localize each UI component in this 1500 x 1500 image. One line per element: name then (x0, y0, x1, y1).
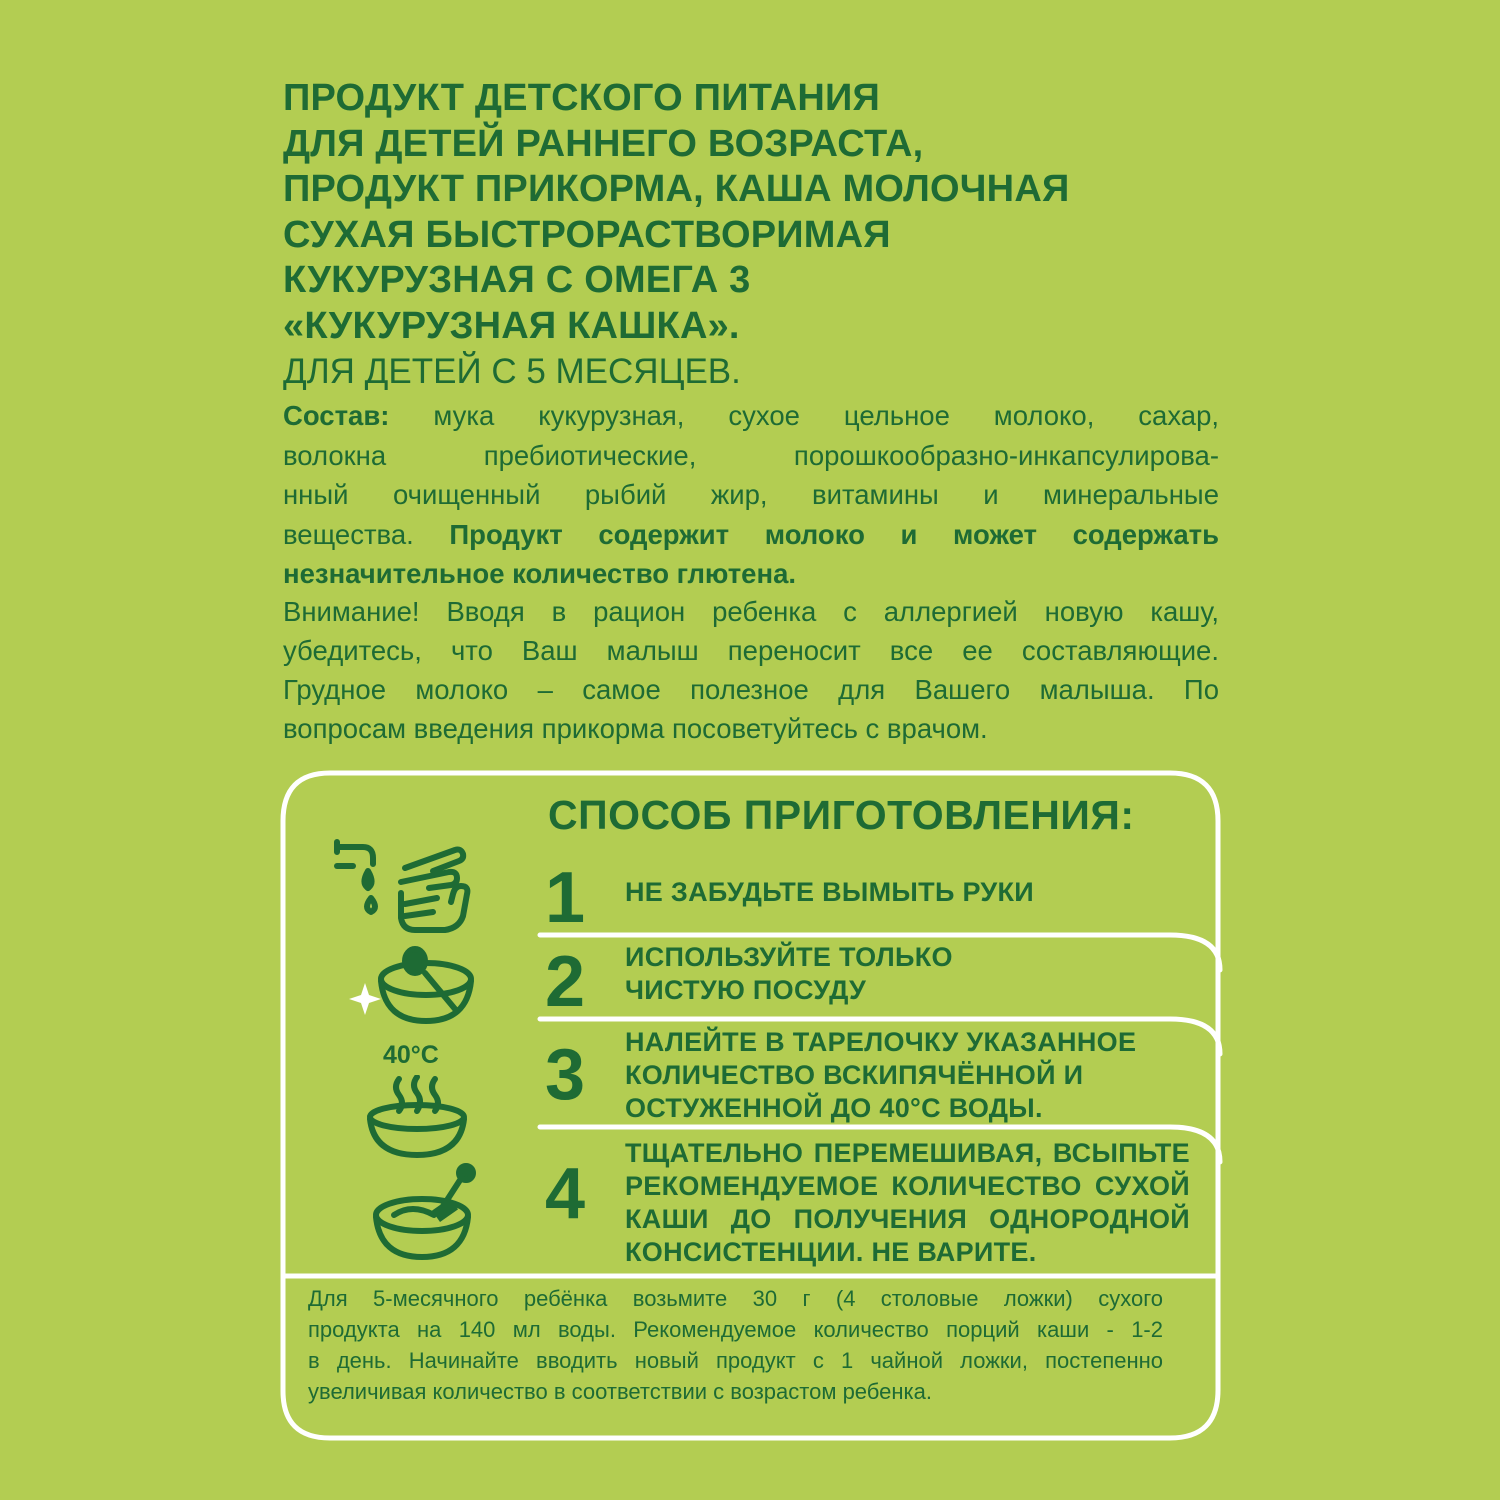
composition-text: вещества. (283, 518, 414, 550)
age-recommendation: ДЛЯ ДЕТЕЙ С 5 МЕСЯЦЕВ. (283, 352, 741, 391)
allergen-warning: незначительное количество глютена. (283, 558, 797, 589)
title-line: ПРОДУКТ ДЕТСКОГО ПИТАНИЯ (283, 77, 881, 119)
stir-porridge-icon (370, 1163, 480, 1261)
composition-line-3: нный очищенный рыбий жир, витамины и минеральные (283, 479, 1219, 510)
title-line: КУКУРУЗНАЯ С ОМЕГА 3 (283, 259, 751, 301)
composition-label: Состав: (283, 400, 390, 431)
step-line: КАШИ ДО ПОЛУЧЕНИЯ ОДНОРОДНОЙ (625, 1204, 1190, 1234)
step-line: НЕ ЗАБУДЬТЕ ВЫМЫТЬ РУКИ (625, 877, 1034, 907)
composition-line-4 (283, 515, 1219, 555)
composition-paragraph (283, 396, 1219, 594)
warning-paragraph (283, 592, 1219, 748)
allergen-warning: Продукт содержит молоко и может содержать (449, 518, 1219, 550)
wash-hands-icon (333, 838, 473, 933)
step-line: РЕКОМЕНДУЕМОЕ КОЛИЧЕСТВО СУХОЙ (625, 1171, 1190, 1201)
warning-line: Внимание! Вводя в рацион ребенка с аллергией новую кашу, (283, 596, 1219, 627)
note-line: увеличивая количество в соответствии с возрастом ребенка. (308, 1379, 932, 1404)
warm-water-bowl-icon (365, 1075, 470, 1160)
composition-line-2: волокна пребиотические, порошкообразно-инкапсулирова- (283, 439, 1219, 471)
note-line: в день. Начинайте вводить новый продукт с 1 чайной ложки, постепенно (308, 1348, 1163, 1373)
warning-line: Грудное молоко – самое полезное для Вашего малыша. По (283, 674, 1219, 705)
preparation-title: СПОСОБ ПРИГОТОВЛЕНИЯ: (548, 792, 1135, 838)
title-line: ДЛЯ ДЕТЕЙ РАННЕГО ВОЗРАСТА, (283, 122, 924, 165)
step-line: ОСТУЖЕННОЙ ДО 40°С ВОДЫ. (625, 1093, 1043, 1123)
step-line: ТЩАТЕЛЬНО ПЕРЕМЕШИВАЯ, ВСЫПЬТЕ (625, 1138, 1190, 1168)
step-number: 2 (544, 942, 586, 1022)
step-text (625, 1137, 1190, 1269)
composition-line-5 (283, 554, 1219, 594)
step-text (625, 876, 1190, 909)
warning-line: вопросам введения прикорма посоветуйтесь с врачом. (283, 713, 988, 744)
product-title (283, 76, 1243, 349)
title-line: ПРОДУКТ ПРИКОРМА, КАША МОЛОЧНАЯ (283, 168, 1070, 210)
title-line: «КУКУРУЗНАЯ КАШКА». (283, 304, 740, 347)
title-line: СУХАЯ БЫСТРОРАСТВОРИМАЯ (283, 213, 891, 256)
warning-line: убедитесь, что Ваш малыш переносит все ее составляющие. (283, 635, 1219, 666)
step-line: КОЛИЧЕСТВО ВСКИПЯЧЁННОЙ И (625, 1060, 1084, 1090)
step-line: ИСПОЛЬЗУЙТЕ ТОЛЬКО (625, 942, 953, 972)
step-text (625, 941, 1190, 1007)
step-line: КОНСИСТЕНЦИИ. НЕ ВАРИТЕ. (625, 1237, 1037, 1267)
composition-line-1 (283, 396, 1219, 436)
step-line: ЧИСТУЮ ПОСУДУ (625, 975, 867, 1005)
step-text (625, 1026, 1190, 1125)
step-number: 1 (544, 858, 586, 938)
note-line: Для 5-месячного ребёнка возьмите 30 г (4 столовые ложки) сухого (308, 1286, 1163, 1311)
clean-dish-icon (343, 943, 478, 1028)
step-number: 4 (544, 1154, 586, 1234)
note-line: продукта на 140 мл воды. Рекомендуемое количество порций каши - 1-2 (308, 1317, 1163, 1342)
dosage-note (308, 1283, 1163, 1407)
temperature-label: 40°C (383, 1041, 439, 1069)
composition-text: мука кукурузная, сухое цельное молоко, сахар, (433, 400, 1219, 431)
step-line: НАЛЕЙТЕ В ТАРЕЛОЧКУ УКАЗАННОЕ (625, 1027, 1137, 1057)
step-number: 3 (544, 1035, 586, 1115)
